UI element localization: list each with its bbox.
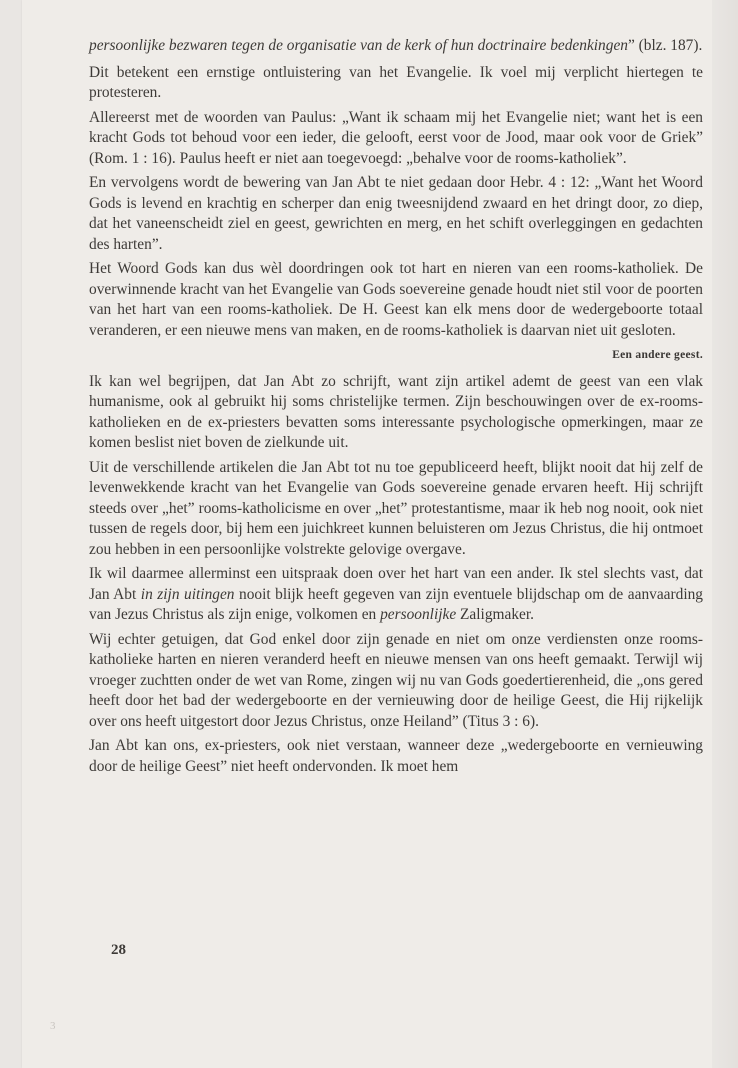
paragraph: Ik kan wel begrijpen, dat Jan Abt zo schrijft, want zijn artikel ademt de geest van een vlak humanisme, ook al gebruikt hij soms christelijke termen. Zijn beschouwingen over de ex-rooms-katholieken en de ex-priesters bevatten soms interessante psychologische opmerkingen, maar ze komen beslist niet boven de zielkunde uit. [89,372,703,451]
paragraph: Jan Abt kan ons, ex-priesters, ook niet verstaan, wanneer deze „wedergeboorte en vernieuwing door de heilige Geest” niet heeft ondervonden. Ik moet hem [89,737,703,775]
body-text [89,36,703,781]
citation: ” (blz. 187). [627,37,703,54]
page-number: 28 [111,942,126,958]
section-heading: Een andere geest. [612,349,703,361]
italic-emphasis: in zijn uitingen [140,585,235,603]
margin-mark: 3 [50,1020,56,1032]
paragraph-continuation [89,36,703,57]
paragraph: En vervolgens wordt de bewering van Jan Abt te niet gedaan door Hebr. 4 : 12: „Want het Woord Gods is levend en krachtig en scherper dan enig tweesnijdend zwaard en het dringt door, zo diep, dat het vaneenscheidt ziel en geest, gewrichten en merg, en het schift overleggingen en gedachten des harten”. [89,174,703,253]
paragraph: Ik wil daarmee allerminst een uitspraak doen over het hart van een ander. Ik stel slechts vast, dat Jan Abt in zijn uitingen nooit blijk heeft gegeven van zijn eventuele blijdschap om de aanvaarding van Jezus Christus als zijn enige, volkomen en persoonlijke Zaligmaker. [89,565,703,623]
italic-quote: persoonlijke bezwaren tegen de organisatie van de kerk of hun doctrinaire bedenkingen [89,37,628,54]
paragraph: Uit de verschillende artikelen die Jan Abt tot nu toe gepubliceerd heeft, blijkt nooit dat hij zelf de levenwekkende kracht van het Evangelie van Gods soevereine genade ervaren heeft. Hij schrijft steeds over „het” rooms-katholicisme en over „het” protestantisme, maar ik heb nog nooit, ook niet tussen de regels door, bij hem een juichkreet kunnen beluisteren om Jezus Christus, die hij ontmoet zou hebben in een persoonlijke volstrekte gelovige overgave. [89,458,703,558]
italic-emphasis: persoonlijke [380,606,457,623]
book-page [22,0,712,1068]
paragraph: Allereerst met de woorden van Paulus: „Want ik schaam mij het Evangelie niet; want het is een kracht Gods tot behoud voor een ieder, die gelooft, eerst voor de Jood, maar ook voor de Griek” (Rom. 1 : 16). Paulus heeft er niet aan toegevoegd: „behalve voor de rooms-katholiek”. [89,108,703,167]
paragraph: Wij echter getuigen, dat God enkel door zijn genade en niet om onze verdiensten onze rooms-katholieke harten en nieren veranderd heeft en nieuwe mensen van ons heeft gemaakt. Terwijl wij vroeger zuchtten onder de wet van Rome, zingen wij nu van Gods goedertierenheid, die „ons gered heeft door het bad der wedergeboorte en der vernieuwing door de heilige Geest, die Hij rijkelijk over ons heeft uitgestort door Jezus Christus, onze Heiland” (Titus 3 : 6). [89,630,703,730]
paragraph: Het Woord Gods kan dus wèl doordringen ook tot hart en nieren van een rooms-katholiek. De overwinnende kracht van het Evangelie van Gods soevereine genade houdt niet stil voor de poorten van het hart van een rooms-katholiek. De H. Geest kan elk mens door de wedergeboorte totaal veranderen, er een nieuwe mens van maken, en de rooms-katholiek is daarvan niet uit gesloten. [89,260,703,339]
page-edge [712,0,738,1068]
paragraph: Dit betekent een ernstige ontluistering van het Evangelie. Ik voel mij verplicht hiertegen te protesteren. [89,63,703,101]
